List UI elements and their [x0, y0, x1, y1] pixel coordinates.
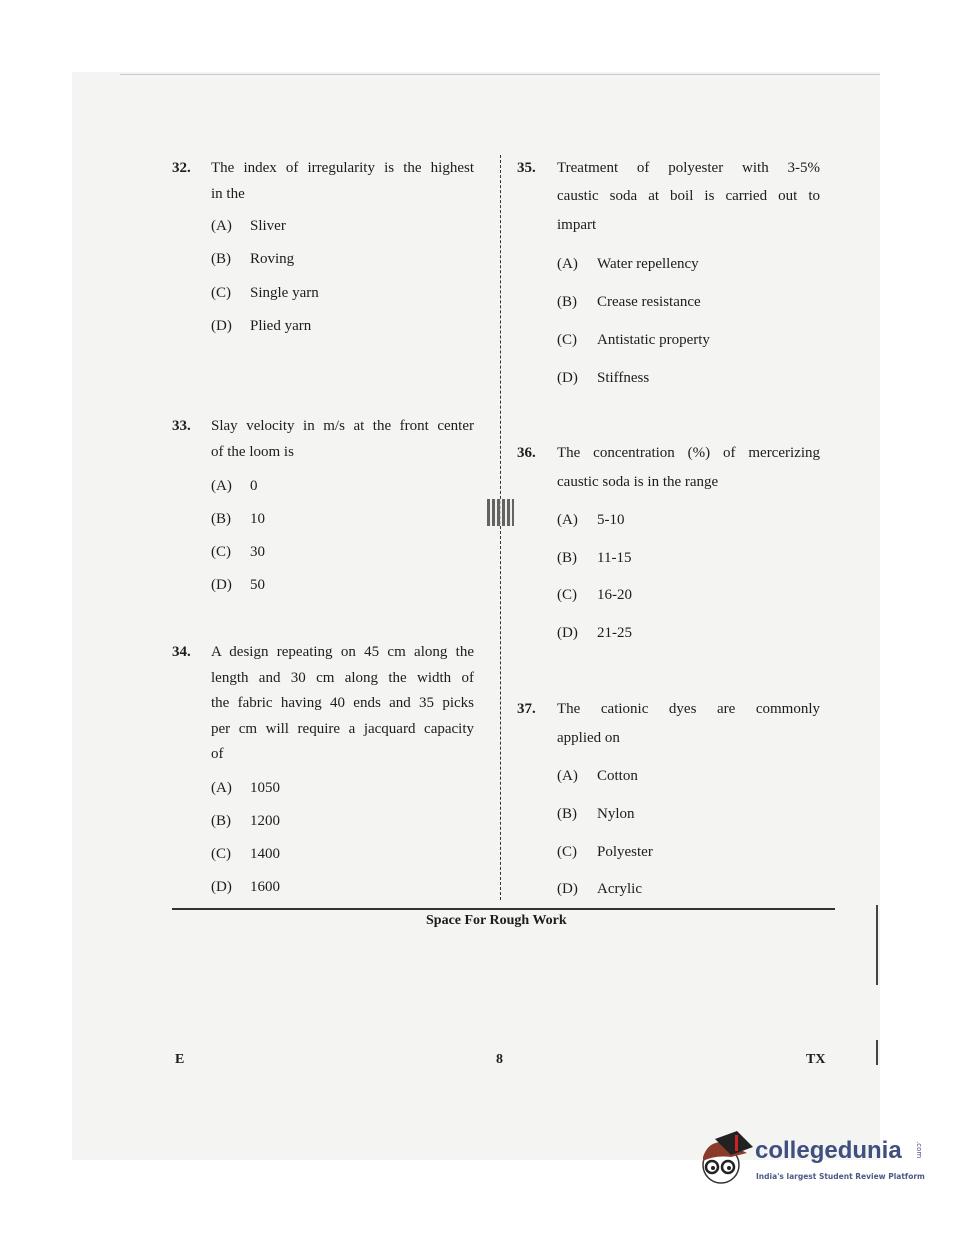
option-text: Single yarn — [250, 285, 319, 301]
option-label: (D) — [211, 879, 232, 895]
question-text-line: Slay velocity in m/s at the front center — [211, 418, 474, 434]
question-text-line: The cationic dyes are commonly — [557, 701, 820, 717]
option-text: 1050 — [250, 780, 280, 796]
page-edge-line — [120, 74, 880, 75]
option-label: (D) — [557, 881, 578, 897]
option-text: Antistatic property — [597, 332, 710, 348]
scanned-page — [72, 72, 880, 1160]
question-text-line: caustic soda is in the range — [557, 474, 719, 490]
question-text-line: applied on — [557, 730, 620, 746]
option-label: (B) — [211, 813, 231, 829]
option-label: (B) — [211, 251, 231, 267]
mascot-icon — [695, 1125, 755, 1195]
option-text: Roving — [250, 251, 295, 267]
question-number: 35. — [517, 160, 536, 176]
footer-code: E — [175, 1052, 185, 1067]
option-label: (A) — [557, 768, 578, 784]
option-label: (C) — [557, 332, 577, 348]
question-number: 37. — [517, 701, 536, 717]
question-text-line: the fabric having 40 ends and 35 picks — [211, 695, 474, 711]
question-text-line: of — [211, 746, 224, 762]
question-text-line: The index of irregularity is the highest — [211, 160, 474, 176]
option-text: 0 — [250, 478, 258, 494]
option-label: (C) — [211, 846, 231, 862]
option-text: 16-20 — [597, 587, 632, 603]
option-text: 1400 — [250, 846, 280, 862]
option-label: (C) — [557, 844, 577, 860]
option-text: Crease resistance — [597, 294, 701, 310]
option-text: 11-15 — [597, 550, 632, 566]
question-text-line: impart — [557, 217, 597, 233]
option-text: Water repellency — [597, 256, 699, 272]
option-text: 10 — [250, 511, 265, 527]
page-number: 8 — [496, 1052, 503, 1067]
option-label: (A) — [557, 512, 578, 528]
column-divider — [500, 155, 501, 900]
footer-subject: TX — [806, 1052, 826, 1067]
option-text: 1600 — [250, 879, 280, 895]
question-text-line: The concentration (%) of mercerizing — [557, 445, 820, 461]
option-text: Stiffness — [597, 370, 650, 386]
logo-wordmark: collegedunia — [755, 1137, 902, 1164]
option-text: 21-25 — [597, 625, 632, 641]
option-text: Nylon — [597, 806, 635, 822]
option-label: (D) — [211, 577, 232, 593]
option-label: (B) — [211, 511, 231, 527]
question-text-line: caustic soda at boil is carried out to — [557, 188, 820, 204]
question-text-line: A design repeating on 45 cm along the — [211, 644, 474, 660]
option-text: Sliver — [250, 218, 286, 234]
question-text-line: Treatment of polyester with 3-5% — [557, 160, 820, 176]
option-label: (A) — [211, 478, 232, 494]
option-text: 1200 — [250, 813, 280, 829]
question-text-line: in the — [211, 186, 245, 202]
option-text: Polyester — [597, 844, 653, 860]
option-text: Cotton — [597, 768, 638, 784]
option-label: (C) — [557, 587, 577, 603]
option-label: (C) — [211, 544, 231, 560]
option-text: 50 — [250, 577, 265, 593]
option-text: 5-10 — [597, 512, 625, 528]
question-text-line: length and 30 cm along the width of — [211, 670, 474, 686]
logo-tagline: India's largest Student Review Platform — [756, 1172, 925, 1181]
rough-work-divider — [172, 908, 835, 910]
option-label: (D) — [557, 625, 578, 641]
question-text-line: of the loom is — [211, 444, 294, 460]
option-label: (A) — [211, 218, 232, 234]
option-text: 30 — [250, 544, 265, 560]
question-number: 36. — [517, 445, 536, 461]
question-text-line: per cm will require a jacquard capacity — [211, 721, 474, 737]
logo-tld: .com — [915, 1141, 923, 1159]
question-number: 32. — [172, 160, 191, 176]
option-label: (B) — [557, 806, 577, 822]
option-text: Acrylic — [597, 881, 642, 897]
option-label: (D) — [557, 370, 578, 386]
qr-code-icon — [487, 499, 514, 526]
question-number: 33. — [172, 418, 191, 434]
option-label: (D) — [211, 318, 232, 334]
margin-mark — [876, 905, 878, 985]
question-number: 34. — [172, 644, 191, 660]
option-label: (B) — [557, 294, 577, 310]
margin-mark — [876, 1040, 878, 1065]
option-label: (B) — [557, 550, 577, 566]
option-text: Plied yarn — [250, 318, 312, 334]
option-label: (A) — [557, 256, 578, 272]
option-label: (A) — [211, 780, 232, 796]
option-label: (C) — [211, 285, 231, 301]
rough-work-label: Space For Rough Work — [426, 913, 567, 928]
collegedunia-logo — [695, 1125, 930, 1195]
